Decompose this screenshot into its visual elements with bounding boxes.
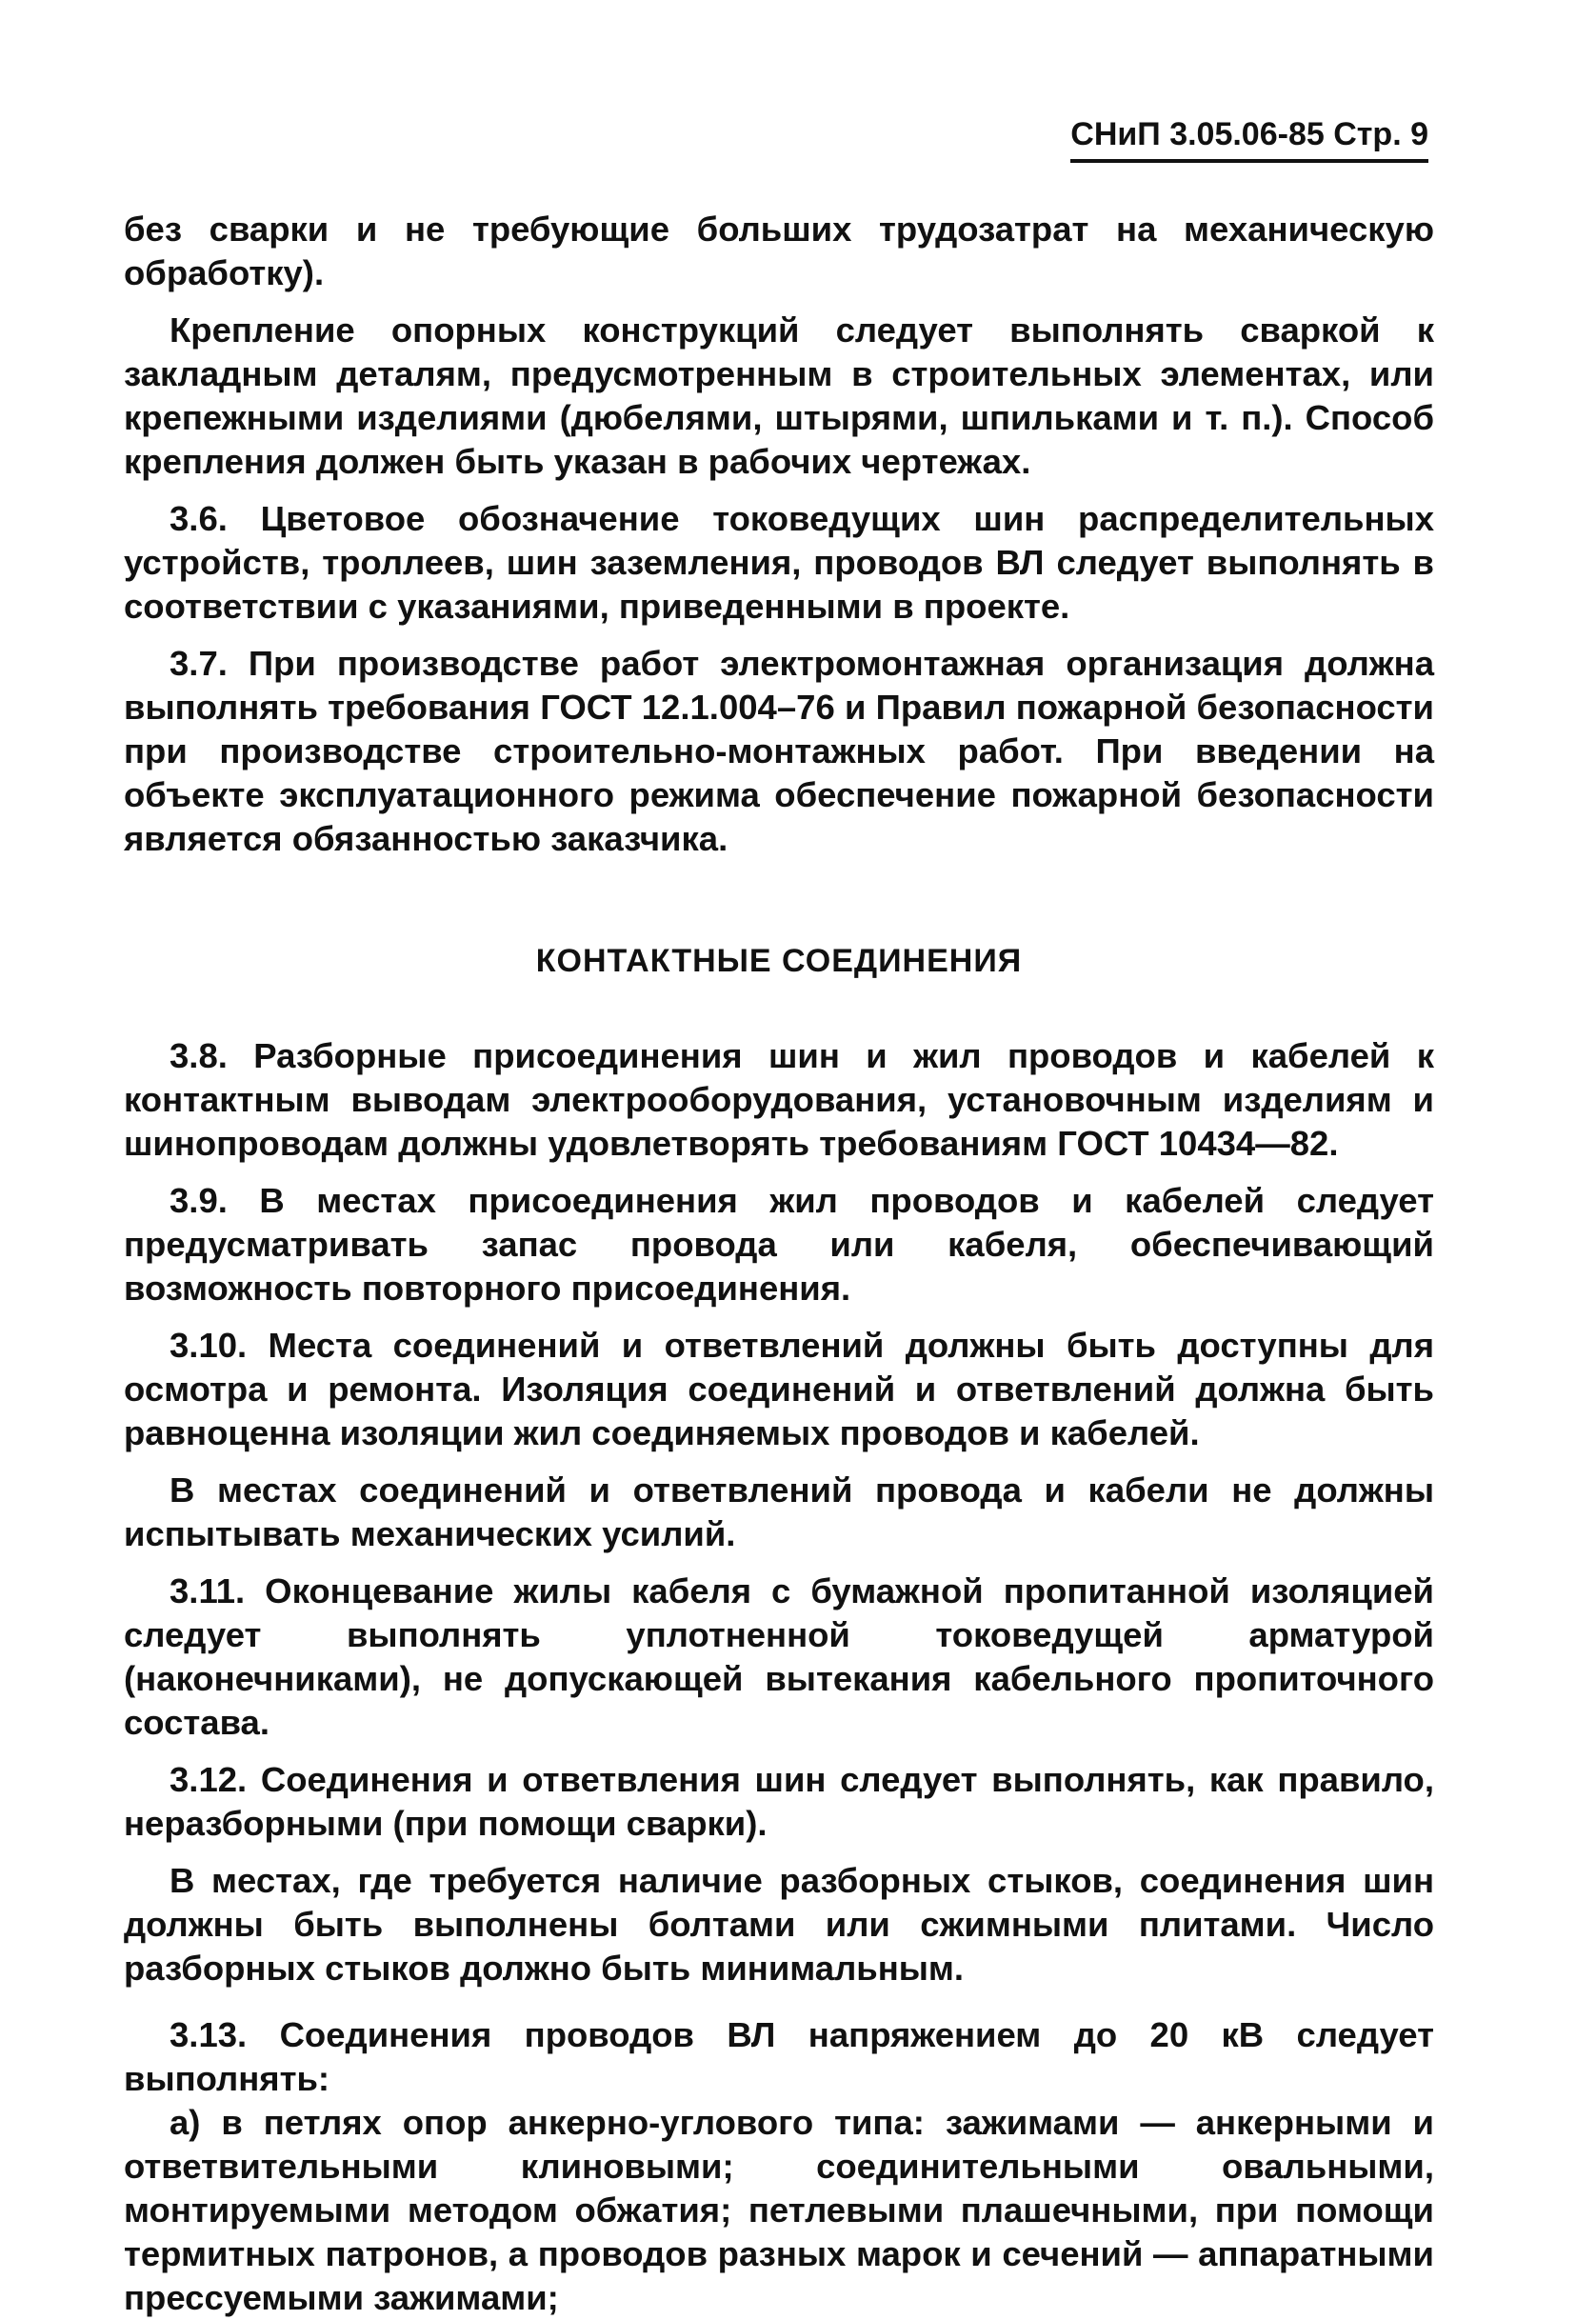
clause-text: При производстве работ электромонтажная организация должна выполнять требования ГОСТ 12.1.004–76 и Правил пожарной безопасности при производстве строительно-монтажных работ. При введении на объекте эксплуатационного режима обеспечение пожарной безопасности является обязанностью заказчика. xyxy=(124,644,1434,858)
paragraph-3-9 xyxy=(124,1179,1434,1310)
paragraph-fastening: Крепление опорных конструкций следует выполнять сваркой к закладным деталям, предусмотренным в строительных элементах, или крепежными изделиями (дюбелями, штырями, шпильками и т. п.). Способ крепления должен быть указан в рабочих чертежах. xyxy=(124,310,1434,481)
paragraph-3-8 xyxy=(124,1034,1434,1166)
clause-text: Оконцевание жилы кабеля с бумажной пропитанной изоляцией следует выполнять уплотненной токоведущей арматурой (наконечниками), не допускающей вытекания кабельного пропиточного состава. xyxy=(124,1571,1434,1742)
paragraph-3-6 xyxy=(124,497,1434,629)
paragraph-3-12 xyxy=(124,1758,1434,1846)
paragraph-3-13 xyxy=(124,2013,1434,2101)
clause-number: 3.12. xyxy=(170,1760,248,1799)
clause-text: Соединения и ответвления шин следует выполнять, как правило, неразборными (при помощи сварки). xyxy=(124,1760,1434,1843)
clause-text: Разборные присоединения шин и жил проводов и кабелей к контактным выводам электрооборудования, установочным изделиям и шинопроводам должны удовлетворять требованиям ГОСТ 10434—82. xyxy=(124,1036,1434,1163)
clause-number: 3.9. xyxy=(170,1181,228,1220)
paragraph-3-7 xyxy=(124,642,1434,861)
paragraph-3-10 xyxy=(124,1324,1434,1455)
paragraph-3-11 xyxy=(124,1570,1434,1745)
clause-number: 3.11. xyxy=(170,1571,246,1610)
paragraph-3-10-continued: В местах соединений и ответвлений провода и кабели не должны испытывать механических усилий. xyxy=(124,1470,1434,1553)
clause-text: Места соединений и ответвлений должны быть доступны для осмотра и ремонта. Изоляция соединений и ответвлений должна быть равноценна изоляции жил соединяемых проводов и кабелей. xyxy=(124,1326,1434,1452)
paragraph-intro: без сварки и не требующие больших трудозатрат на механическую обработку). xyxy=(124,210,1434,292)
clause-text: В местах присоединения жил проводов и кабелей следует предусматривать запас провода или кабеля, обеспечивающий возможность повторного присоединения. xyxy=(124,1181,1434,1308)
clause-text: Цветовое обозначение токоведущих шин распределительных устройств, троллеев, шин заземления, проводов ВЛ следует выполнять в соответствии с указаниями, приведенными в проекте. xyxy=(124,499,1434,626)
clause-number: 3.13. xyxy=(170,2015,248,2054)
section-title: КОНТАКТНЫЕ СОЕДИНЕНИЯ xyxy=(535,943,1023,979)
paragraph-3-12-continued: В местах, где требуется наличие разборных стыков, соединения шин должны быть выполнены болтами или сжимными плитами. Число разборных стыков должно быть минимальным. xyxy=(124,1861,1434,1988)
clause-number: 3.10. xyxy=(170,1326,248,1365)
paragraph-3-13-a: а) в петлях опор анкерно-углового типа: зажимами — анкерными и ответвительными клиновыми; соединительными овальными, монтируемыми методом обжатия; петлевыми плашечными, при помощи термитных патронов, а проводов разных марок и сечений — аппаратными прессуемыми зажимами; xyxy=(124,2103,1434,2317)
clause-number: 3.8. xyxy=(170,1036,228,1075)
clause-number: 3.6. xyxy=(170,499,228,538)
clause-text: Соединения проводов ВЛ напряжением до 20 кВ следует выполнять: xyxy=(124,2015,1434,2098)
page-content xyxy=(124,208,1434,2320)
clause-number: 3.7. xyxy=(170,644,228,683)
page-header: СНиП 3.05.06-85 Стр. 9 xyxy=(1070,116,1428,163)
